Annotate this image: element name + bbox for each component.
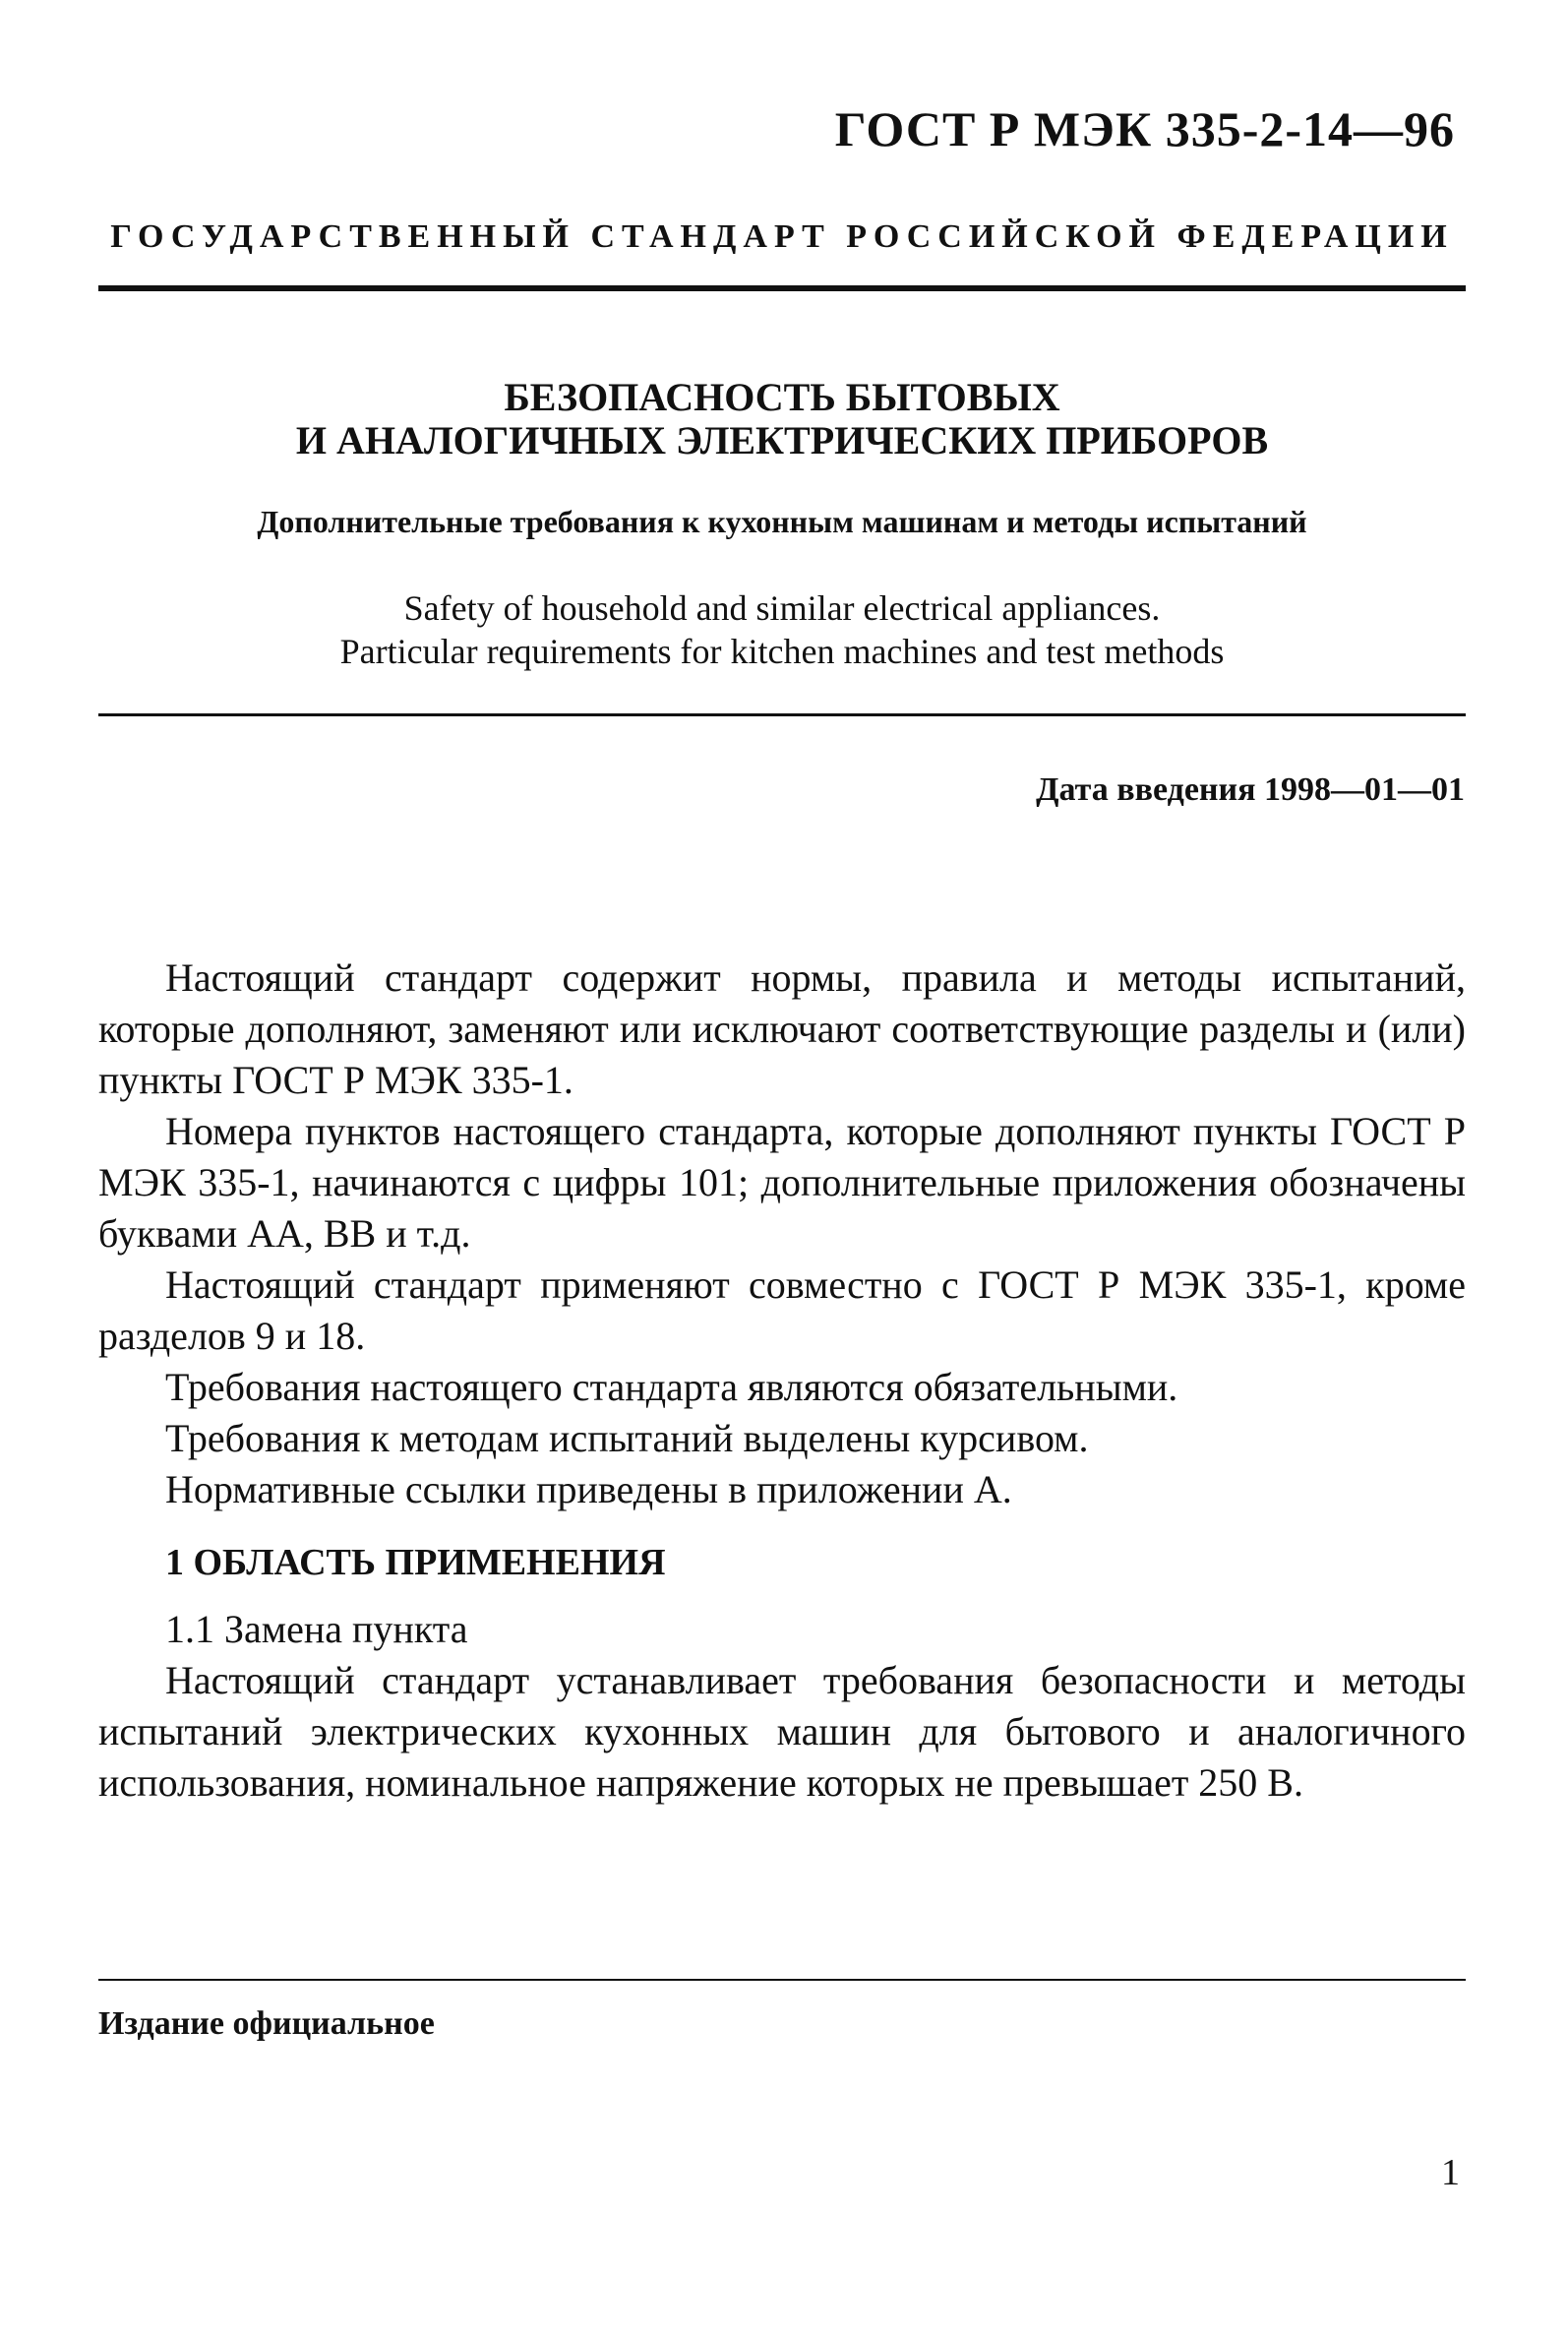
title-english: [98, 586, 1466, 673]
clause-label: 1.1 Замена пункта: [165, 1607, 468, 1651]
title-english-line-1: Safety of household and similar electrical appliances.: [403, 588, 1161, 628]
title-line-1: БЕЗОПАСНОСТЬ БЫТОВЫХ: [504, 375, 1060, 419]
section-heading: 1 ОБЛАСТЬ ПРИМЕНЕНИЯ: [165, 1542, 666, 1583]
official-edition-label: Издание официальное: [98, 2005, 435, 2042]
paragraph-references: Нормативные ссылки приведены в приложении А.: [165, 1467, 1012, 1511]
paragraph-clause-numbering: Номера пунктов настоящего стандарта, которые дополняют пункты ГОСТ Р МЭК 335-1, начинаются с цифры 101; дополнительные приложения обозначены буквами АА, ВВ и т.д.: [98, 1109, 1466, 1256]
paragraph-scope-intro: Настоящий стандарт содержит нормы, правила и методы испытаний, которые дополняют, заменяют или исключают соответствующие разделы и (или) пункты ГОСТ Р МЭК 335-1.: [98, 955, 1466, 1102]
title-rule: [98, 713, 1466, 716]
main-title: [98, 376, 1466, 462]
title-english-line-2: Particular requirements for kitchen machines and test methods: [339, 632, 1225, 671]
introduction-date: Дата введения 1998—01—01: [1036, 771, 1465, 808]
paragraph-joint-use: Настоящий стандарт применяют совместно с ГОСТ Р МЭК 335-1, кроме разделов 9 и 18.: [98, 1262, 1466, 1358]
header-rule: [98, 285, 1466, 291]
body-text: [98, 953, 1466, 1809]
title-line-2: И АНАЛОГИЧНЫХ ЭЛЕКТРИЧЕСКИХ ПРИБОРОВ: [295, 418, 1269, 462]
paragraph-italic-note: Требования к методам испытаний выделены курсивом.: [165, 1416, 1089, 1460]
paragraph-mandatory: Требования настоящего стандарта являются обязательными.: [165, 1365, 1178, 1409]
footer-rule: [98, 1979, 1466, 1981]
page-number: 1: [1441, 2152, 1460, 2193]
subtitle-russian: Дополнительные требования к кухонным машинам и методы испытаний: [257, 504, 1307, 539]
clause-text: Настоящий стандарт устанавливает требования безопасности и методы испытаний электрических кухонных машин для бытового и аналогичного использования, номинальное напряжение которых не превышает 250 В.: [98, 1658, 1466, 1805]
document-code: ГОСТ Р МЭК 335-2-14—96: [834, 101, 1455, 156]
state-standard-heading: ГОСУДАРСТВЕННЫЙ СТАНДАРТ РОССИЙСКОЙ ФЕДЕРАЦИИ: [110, 218, 1454, 255]
